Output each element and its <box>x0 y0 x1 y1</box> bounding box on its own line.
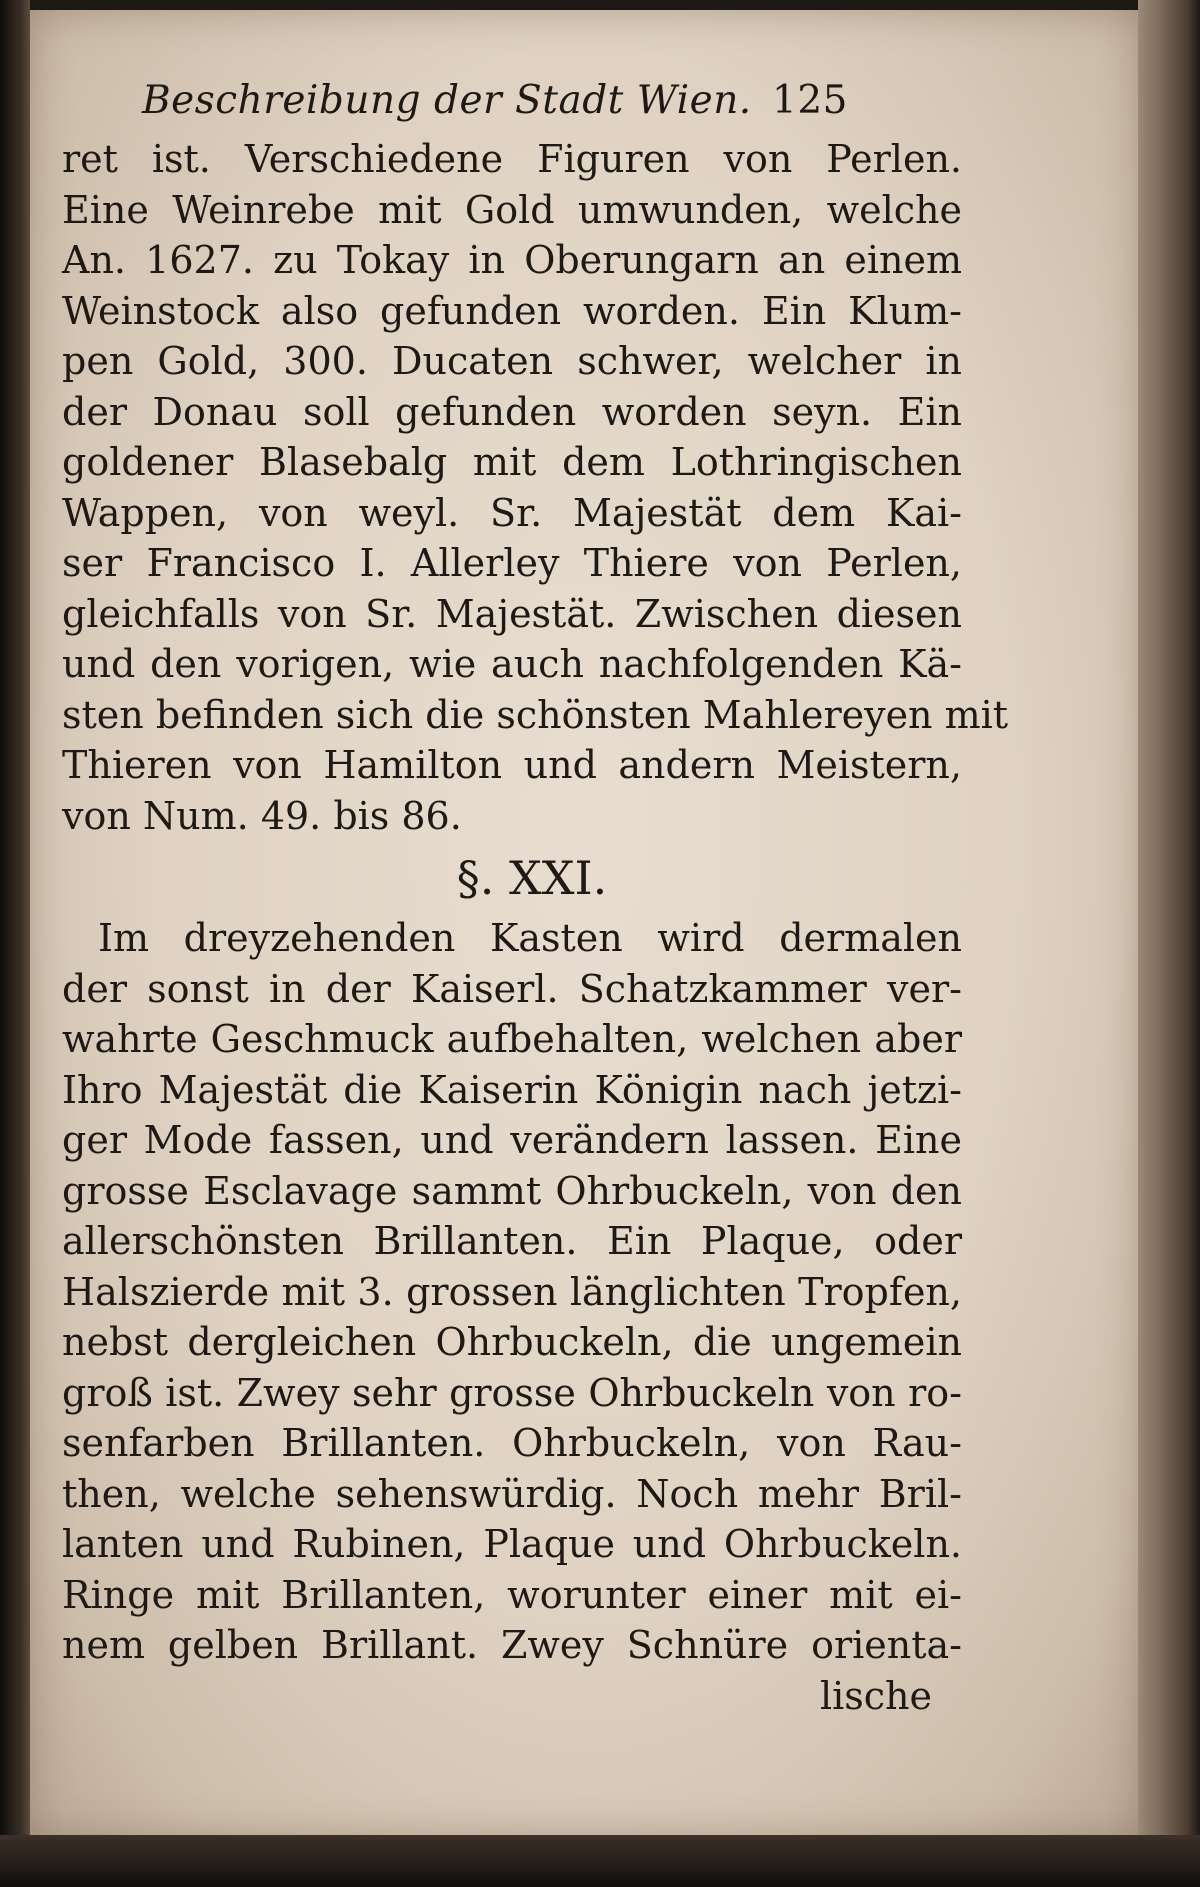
text-line: ger Mode fassen, und verändern lassen. Eine <box>62 1118 962 1162</box>
text-line: goldener Blasebalg mit dem Lothringischen <box>62 440 962 484</box>
text-line: groß ist. Zwey sehr grosse Ohrbuckeln von ro- <box>62 1370 962 1415</box>
text-line: Ringe mit Brillanten, worunter einer mit ei- <box>62 1572 962 1617</box>
text-line: Wappen, von weyl. Sr. Majestät dem Kai- <box>62 490 962 535</box>
paragraph-1 <box>62 134 1009 841</box>
text-line: senfarben Brillanten. Ohrbuckeln, von Rau- <box>62 1421 962 1465</box>
page-text-block <box>62 70 1009 1721</box>
text-line: allerschönsten Brillanten. Ein Plaque, oder <box>62 1219 962 1263</box>
section-heading: §. XXI. <box>456 851 608 905</box>
text-line: der Donau soll gefunden worden seyn. Ein <box>62 389 962 434</box>
text-line: ret ist. Verschiedene Figuren von Perlen. <box>62 137 962 181</box>
text-line: An. 1627. zu Tokay in Oberungarn an einem <box>62 238 962 282</box>
text-line: lanten und Rubinen, Plaque und Ohrbuckeln. <box>62 1522 962 1566</box>
book-bottom-edge <box>0 1835 1200 1887</box>
text-line: wahrte Geschmuck aufbehalten, welchen aber <box>62 1017 962 1061</box>
text-line: Halszierde mit 3. grossen länglichten Tropfen, <box>62 1269 962 1314</box>
text-line: nem gelben Brillant. Zwey Schnüre orienta- <box>62 1623 962 1667</box>
text-line: gleichfalls von Sr. Majestät. Zwischen diesen <box>62 591 962 636</box>
running-head <box>62 70 962 134</box>
text-line: von Num. 49. bis 86. <box>62 793 462 838</box>
text-line: Thieren von Hamilton und andern Meistern, <box>62 743 962 787</box>
running-title: Beschreibung der Stadt Wien. <box>142 78 752 123</box>
paragraph-2 <box>62 913 962 1671</box>
text-line: nebst dergleichen Ohrbuckeln, die ungemein <box>62 1320 962 1364</box>
text-line: Weinstock also gefunden worden. Ein Klum- <box>62 288 962 333</box>
text-line: grosse Esclavage sammt Ohrbuckeln, von den <box>62 1168 962 1213</box>
page-number: 125 <box>772 78 848 123</box>
page-sheet <box>30 10 1140 1838</box>
text-line: Eine Weinrebe mit Gold umwunden, welche <box>62 187 962 232</box>
text-line: und den vorigen, wie auch nachfolgenden Kä- <box>62 642 962 686</box>
text-line: pen Gold, 300. Ducaten schwer, welcher in <box>62 339 962 383</box>
text-line: der sonst in der Kaiserl. Schatzkammer ver- <box>62 966 962 1011</box>
catchword: lische <box>819 1673 932 1718</box>
text-line: Ihro Majestät die Kaiserin Königin nach jetzi- <box>62 1067 962 1112</box>
text-line: ser Francisco I. Allerley Thiere von Perlen, <box>62 541 962 585</box>
text-line: Im dreyzehenden Kasten wird dermalen <box>98 916 962 960</box>
text-line: sten befinden sich die schönsten Mahlereyen mit <box>62 692 1009 737</box>
book-fore-edge-right <box>1138 0 1200 1887</box>
text-line: then, welche sehenswürdig. Noch mehr Bril- <box>62 1471 962 1516</box>
book-gutter-left <box>0 0 30 1887</box>
